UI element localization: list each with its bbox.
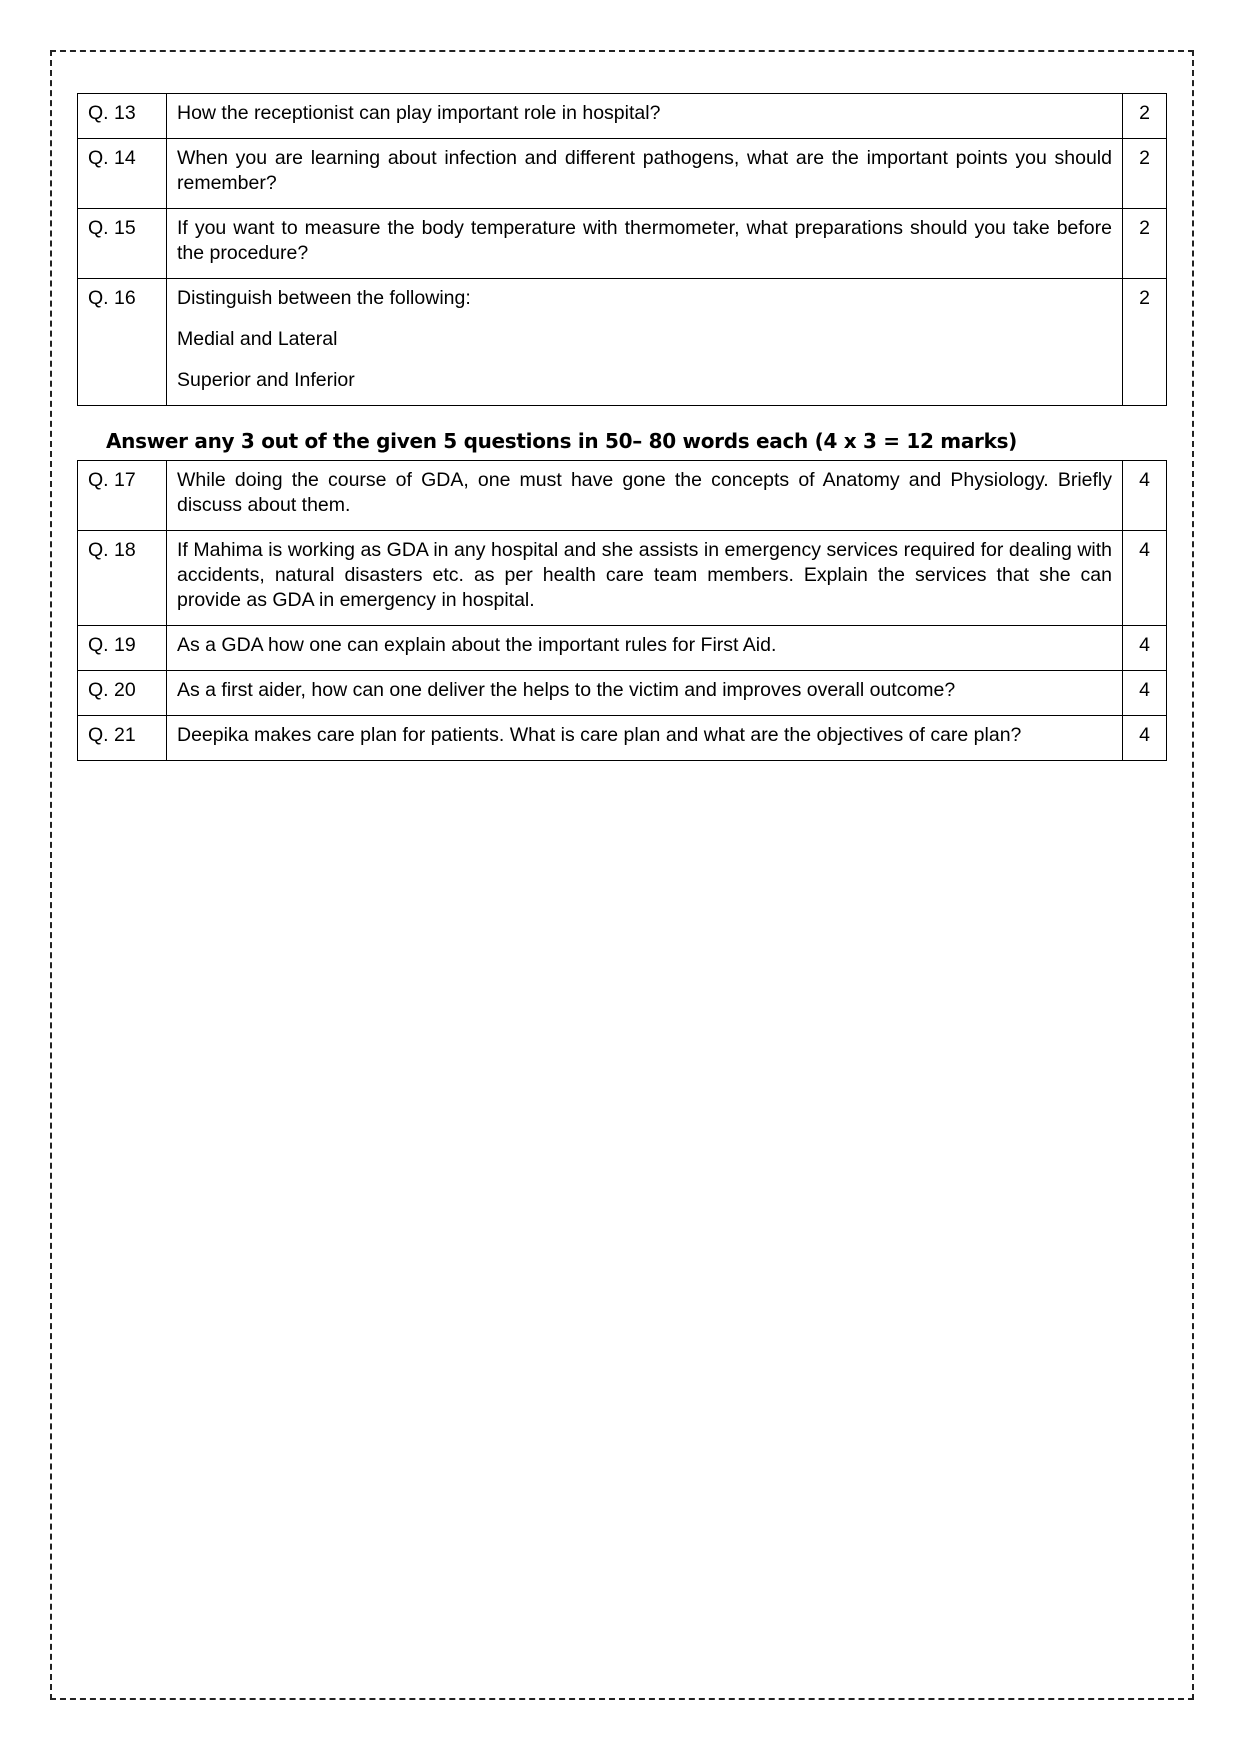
question-number: Q. 13 — [78, 94, 167, 139]
question-marks: 2 — [1123, 94, 1167, 139]
question-text: Distinguish between the following: — [177, 287, 471, 309]
question-number: Q. 18 — [78, 531, 167, 626]
question-marks: 2 — [1123, 209, 1167, 279]
question-marks: 2 — [1123, 139, 1167, 209]
question-text-block — [167, 279, 1123, 406]
table-row — [78, 531, 1167, 626]
question-text: If Mahima is working as GDA in any hospital and she assists in emergency services required for dealing with accidents, natural disasters etc. as per health care team members. Explain the services that she can provide as GDA in emergency in hospital. — [167, 531, 1123, 626]
question-text: As a first aider, how can one deliver the helps to the victim and improves overall outcome? — [167, 671, 1123, 716]
question-text: If you want to measure the body temperature with thermometer, what preparations should you take before the procedure? — [167, 209, 1123, 279]
question-number: Q. 15 — [78, 209, 167, 279]
question-table-two-marks — [77, 93, 1167, 406]
question-text: When you are learning about infection and different pathogens, what are the important points you should remember? — [167, 139, 1123, 209]
table-row — [78, 626, 1167, 671]
table-row — [78, 716, 1167, 761]
question-marks: 2 — [1123, 279, 1167, 406]
question-marks: 4 — [1123, 626, 1167, 671]
question-table-four-marks — [77, 460, 1167, 761]
question-text: As a GDA how one can explain about the important rules for First Aid. — [167, 626, 1123, 671]
question-marks: 4 — [1123, 716, 1167, 761]
table-row — [78, 461, 1167, 531]
question-number: Q. 21 — [78, 716, 167, 761]
question-text: How the receptionist can play important role in hospital? — [167, 94, 1123, 139]
table-row — [78, 209, 1167, 279]
question-sub-item: Medial and Lateral — [177, 328, 338, 350]
table-row — [78, 139, 1167, 209]
question-marks: 4 — [1123, 671, 1167, 716]
question-number: Q. 17 — [78, 461, 167, 531]
question-number: Q. 19 — [78, 626, 167, 671]
question-marks: 4 — [1123, 531, 1167, 626]
question-text: Deepika makes care plan for patients. What is care plan and what are the objectives of care plan? — [167, 716, 1123, 761]
table-row — [78, 671, 1167, 716]
table-row — [78, 94, 1167, 139]
section-heading: Answer any 3 out of the given 5 questions in 50– 80 words each (4 x 3 = 12 marks) — [106, 429, 1018, 453]
table-row — [78, 279, 1167, 406]
question-number: Q. 16 — [78, 279, 167, 406]
question-number: Q. 20 — [78, 671, 167, 716]
question-text: While doing the course of GDA, one must have gone the concepts of Anatomy and Physiology. Briefly discuss about them. — [167, 461, 1123, 531]
question-marks: 4 — [1123, 461, 1167, 531]
question-number: Q. 14 — [78, 139, 167, 209]
question-sub-item: Superior and Inferior — [177, 369, 355, 391]
